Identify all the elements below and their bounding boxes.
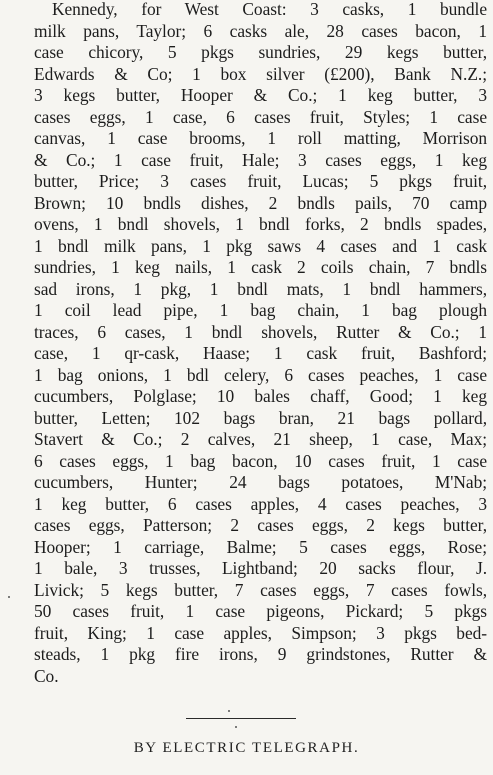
text-line: 1 bag onions, 1 bdl celery, 6 cases peaches, 1 case [34, 364, 487, 385]
shipping-manifest-article [14, 0, 487, 687]
text-line: butter, Price; 3 cases fruit, Lucas; 5 pkgs fruit, [34, 171, 487, 191]
text-line: 1 keg butter, 6 cases apples, 4 cases peaches, 3 [34, 493, 487, 514]
text-line: case, 1 qr-cask, Haase; 1 cask fruit, Bashford; [34, 343, 487, 363]
text-line: Stavert & Co.; 2 calves, 21 sheep, 1 case, Max; [34, 429, 487, 449]
manifest-paragraph [14, 0, 487, 687]
section-heading: BY ELECTRIC TELEGRAPH. [133, 740, 360, 756]
text-line: traces, 6 cases, 1 bndl shovels, Rutter & Co.; 1 [34, 321, 487, 342]
text-line: fruit, King; 1 case apples, Simpson; 3 pkgs bed- [34, 622, 487, 643]
print-speck [235, 726, 237, 728]
text-line: 1 coil lead pipe, 1 bag chain, 1 bag plough [34, 300, 487, 320]
text-line: sad irons, 1 pkg, 1 bndl mats, 1 bndl hammers, [34, 278, 487, 299]
text-line: cucumbers, Polglase; 10 bales chaff, Good; 1 keg [34, 386, 487, 406]
text-line: Kennedy, for West Coast: 3 casks, 1 bundle [52, 0, 487, 19]
text-line: canvas, 1 case brooms, 1 roll matting, Morrison [34, 128, 487, 148]
text-line: cases eggs, 1 case, 6 cases fruit, Styles; 1 case [34, 106, 487, 127]
text-line: sundries, 1 keg nails, 1 cask 2 coils chain, 7 bndls [34, 257, 487, 277]
text-line: cases eggs, Patterson; 2 cases eggs, 2 kegs butter, [34, 515, 487, 535]
text-line: butter, Letten; 102 bags bran, 21 bags pollard, [34, 407, 487, 428]
text-line: Livick; 5 kegs butter, 7 cases eggs, 7 cases fowls, [34, 579, 487, 600]
text-line: milk pans, Taylor; 6 casks ale, 28 cases bacon, 1 [34, 20, 487, 41]
text-line: ovens, 1 bndl shovels, 1 bndl forks, 2 bndls spades, [34, 214, 487, 234]
print-speck [8, 596, 10, 598]
section-divider-rule [186, 718, 296, 719]
print-speck [228, 710, 230, 712]
text-line: Edwards & Co; 1 box silver (£200), Bank N.Z.; [34, 63, 487, 84]
text-line: 6 cases eggs, 1 bag bacon, 10 cases fruit, 1 case [34, 450, 487, 471]
text-line: 3 kegs butter, Hooper & Co.; 1 keg butter, 3 [34, 85, 487, 105]
text-line: 50 cases fruit, 1 case pigeons, Pickard; 5 pkgs [34, 601, 487, 621]
text-line: case chicory, 5 pkgs sundries, 29 kegs butter, [34, 42, 487, 62]
text-line: 1 bale, 3 trusses, Lightband; 20 sacks flour, J. [34, 558, 487, 578]
text-line: 1 bndl milk pans, 1 pkg saws 4 cases and 1 cask [34, 235, 487, 256]
text-line: steads, 1 pkg fire irons, 9 grindstones, Rutter & [34, 644, 487, 664]
text-line: cucumbers, Hunter; 24 bags potatoes, M'Nab; [34, 472, 487, 492]
text-line: Hooper; 1 carriage, Balme; 5 cases eggs, Rose; [34, 536, 487, 557]
text-line: Brown; 10 bndls dishes, 2 bndls pails, 70 camp [34, 192, 487, 213]
text-line: Co. [34, 665, 59, 686]
text-line: & Co.; 1 case fruit, Hale; 3 cases eggs, 1 keg [34, 149, 487, 170]
